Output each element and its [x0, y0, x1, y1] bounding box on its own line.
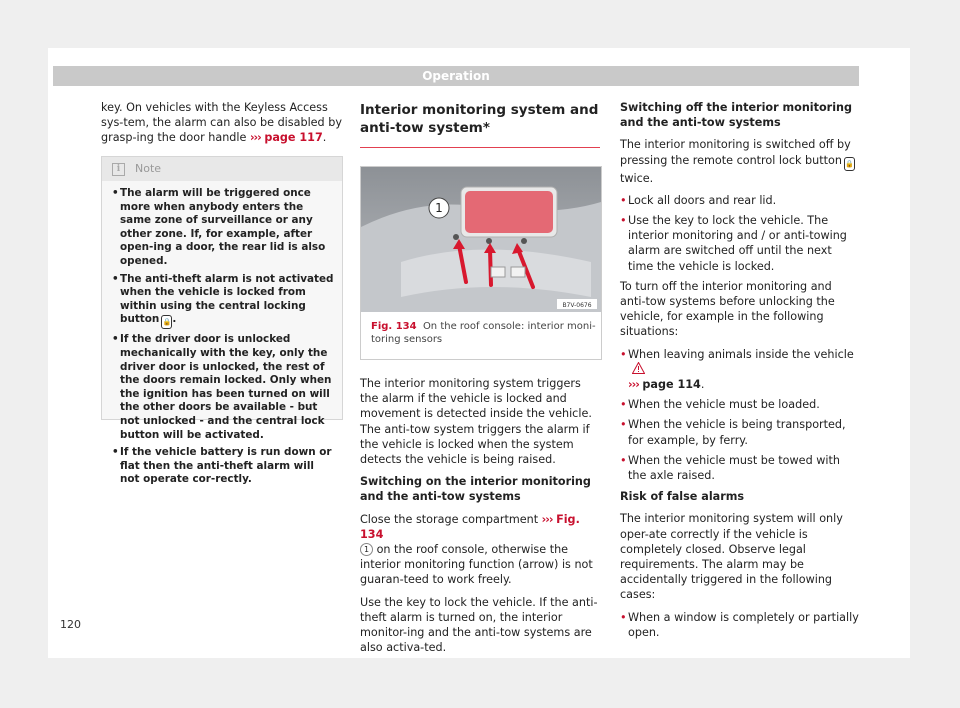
arrow-glyph: ››› [628, 378, 639, 392]
paragraph: The interior monitoring system triggers the alarm if the vehicle is locked and movement is detected inside the vehicle. The anti-tow system triggers the alarm if the vehicle is locked when the system detects the vehicle is being raised. [360, 377, 592, 467]
bullet-item: • When the vehicle must be loaded. [620, 397, 860, 412]
sub-heading: Risk of false alarms [620, 490, 745, 504]
note-item: • The alarm will be triggered once more when anybody enters the same zone of surveillance or any other zone. If, for example, after open-ing a door, the rear lid is also opened. [112, 187, 334, 269]
sub-heading: Switching off the interior monitoring and the anti-tow systems [620, 101, 852, 130]
roof-console-image [361, 167, 601, 312]
column-middle [360, 100, 600, 662]
text: When leaving animals inside the vehicle [628, 347, 854, 361]
note-body [102, 181, 342, 487]
figure-caption-text: On the roof console: interior moni-toring sensors [371, 321, 596, 345]
text: twice. [620, 171, 654, 185]
note-item: • If the vehicle battery is run down or flat then the anti-theft alarm will not operate cor-rectly. [112, 446, 334, 487]
lock-icon: 🔒 [161, 315, 172, 329]
paragraph: To turn off the interior monitoring and anti-tow systems before unlocking the vehicle, for example in the following situations: [620, 279, 835, 339]
figure-callout-1: 1 [435, 201, 443, 215]
text: on the roof console, otherwise the interior monitoring function (arrow) is not guaran-teed to work freely. [360, 543, 593, 587]
warning-icon [632, 362, 645, 374]
text: The interior monitoring is switched off by pressing the remote control lock button [620, 138, 851, 167]
arrow-glyph: ››› [541, 512, 553, 526]
arrow-glyph: ››› [249, 131, 261, 145]
intro-paragraph [101, 100, 343, 146]
note-title: Note [135, 162, 162, 175]
page-header: Operation [53, 66, 859, 86]
info-icon: i [112, 163, 125, 176]
paragraph [360, 512, 600, 588]
note-item-end: . [172, 313, 177, 326]
page-link[interactable]: page 114 [642, 378, 701, 392]
intro-text: key. On vehicles with the Keyless Access sys-tem, the alarm can also be disabled by grasp-ing the door handle [101, 101, 342, 145]
column-left [101, 100, 343, 153]
bullet-item [620, 347, 860, 393]
bullet-item: • When a window is completely or partially open. [620, 610, 860, 640]
note-item-text: The anti-theft alarm is not activated when the vehicle is locked from within using the central locking button [120, 272, 334, 326]
callout-number: 1 [360, 543, 373, 556]
bullet-item: • Lock all doors and rear lid. [620, 193, 860, 208]
bullet-item: • When the vehicle is being transported, for example, by ferry. [620, 417, 860, 447]
figure-label: Fig. 134 [371, 321, 417, 332]
figure-link[interactable]: Fig. 134 [360, 512, 580, 541]
page-number: 120 [60, 618, 81, 631]
figure-caption [371, 320, 596, 346]
section-title: Interior monitoring system and anti-tow system* [360, 101, 600, 148]
column-right [620, 100, 860, 645]
intro-end: . [322, 131, 327, 145]
note-item [112, 273, 334, 330]
note-item: • If the driver door is unlocked mechanically with the key, only the driver door is unlocked, the rest of the doors remain locked. Only when the ignition has been turned on will the other doors be available - but not unlocked - and the central lock button will be activated. [112, 333, 334, 442]
paragraph [620, 137, 860, 185]
figure-code: B7V-0676 [562, 302, 592, 309]
paragraph: Use the key to lock the vehicle. If the anti-theft alarm is turned on, the interior monitor-ing and the anti-tow systems are also activa-ted. [360, 595, 598, 655]
paragraph: The interior monitoring system will only oper-ate correctly if the vehicle is completely closed. Observe legal requirements. The alarm may be accidentally triggered in the following cases: [620, 512, 843, 602]
bullet-item: • When the vehicle must be towed with the axle raised. [620, 453, 860, 483]
figure-134 [360, 166, 602, 360]
text: Close the storage compartment [360, 512, 539, 526]
sub-heading: Switching on the interior monitoring and the anti-tow systems [360, 475, 591, 504]
lock-icon: 🔒 [844, 157, 855, 171]
bullet-item: • Use the key to lock the vehicle. The interior monitoring and / or anti-towing alarm are switched off until the next time the vehicle is locked. [620, 213, 860, 274]
text: . [700, 378, 705, 392]
page-link[interactable]: page 117 [264, 131, 323, 145]
note-header [102, 157, 342, 181]
note-box [101, 156, 343, 486]
